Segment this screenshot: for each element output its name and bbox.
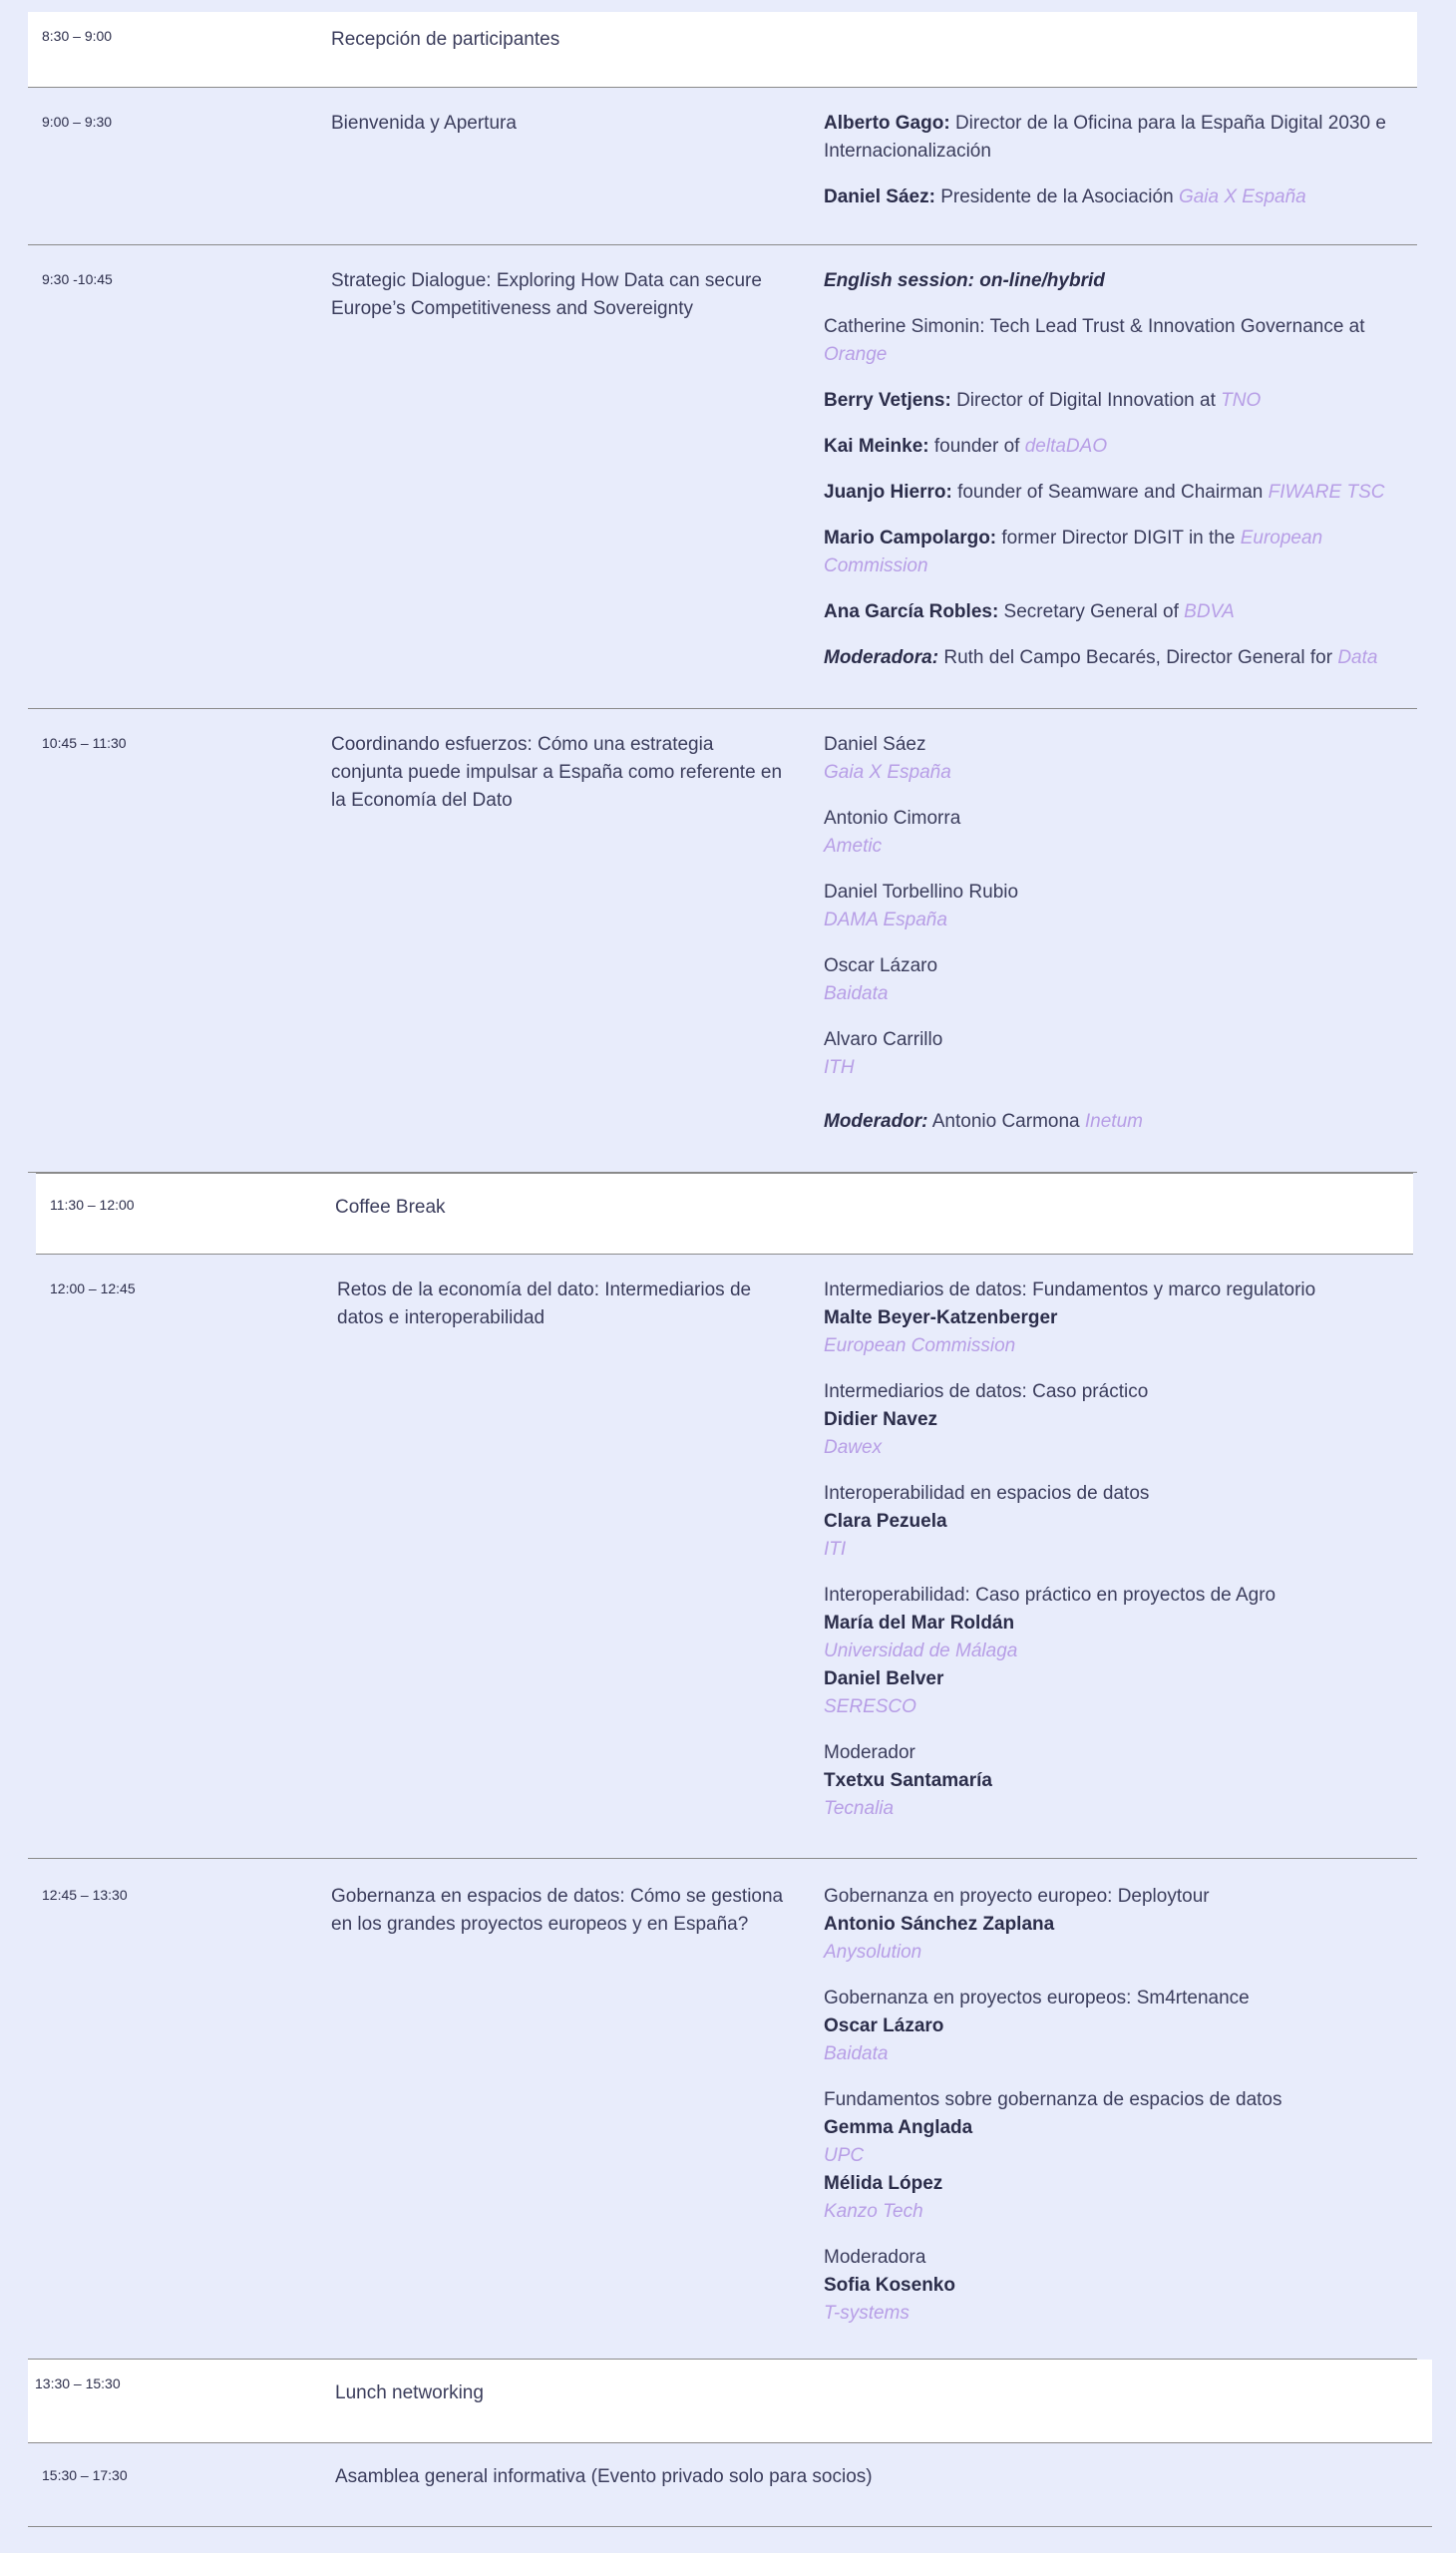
session-time: 10:45 – 11:30	[42, 735, 127, 751]
session-title: Lunch networking	[335, 2382, 484, 2403]
talk-entry	[824, 1883, 1407, 1967]
talk-entry	[824, 1480, 1407, 1564]
speaker-list	[824, 110, 1407, 211]
organization-link[interactable]: Gaia X España	[1178, 186, 1306, 207]
session-time: 9:00 – 9:30	[42, 114, 113, 130]
session-title: Coordinando esfuerzos: Cómo una estrategia conjunta puede impulsar a España como referente en la Economía del Dato	[331, 734, 783, 811]
speaker-name: Mélida López	[824, 2173, 943, 2194]
speaker-entry	[824, 313, 1407, 369]
speaker-name: Daniel Sáez	[824, 734, 926, 755]
agenda-row	[28, 1859, 1417, 2360]
organization-link[interactable]: Universidad de Málaga	[824, 1641, 1018, 1661]
speaker-name: Daniel Sáez:	[824, 186, 935, 207]
agenda-row	[28, 2360, 1432, 2443]
talk-topic: Interoperabilidad en espacios de datos	[824, 1483, 1150, 1504]
speaker-name: María del Mar Roldán	[824, 1613, 1015, 1634]
speaker-entry	[824, 1026, 1407, 1082]
organization-link[interactable]: FIWARE TSC	[1268, 482, 1385, 503]
speaker-role: Catherine Simonin: Tech Lead Trust & Innovation Governance at	[824, 316, 1365, 337]
moderator-label: Moderadora:	[824, 647, 939, 668]
talk-topic: Interoperabilidad: Caso práctico en proyectos de Agro	[824, 1585, 1276, 1606]
moderator-entry	[824, 1108, 1407, 1136]
speaker-name: Oscar Lázaro	[824, 955, 938, 976]
speaker-name: Kai Meinke:	[824, 436, 929, 457]
agenda-row	[36, 1173, 1413, 1255]
organization-link[interactable]: T-systems	[824, 2303, 910, 2324]
speaker-entry	[824, 525, 1407, 580]
session-time: 12:00 – 12:45	[50, 1280, 136, 1296]
talk-entry	[824, 2086, 1407, 2226]
moderator-role: Antonio Carmona	[927, 1111, 1085, 1132]
organization-link[interactable]: ITI	[824, 1539, 847, 1560]
speaker-list	[824, 267, 1407, 672]
speaker-entry	[824, 183, 1407, 211]
speaker-name: Gemma Anglada	[824, 2117, 973, 2138]
talk-topic: Intermediarios de datos: Caso práctico	[824, 1381, 1149, 1402]
talk-topic: Moderadora	[824, 2247, 926, 2268]
speaker-entry	[824, 805, 1407, 861]
session-title: Recepción de participantes	[331, 29, 560, 50]
speaker-name: Ana García Robles:	[824, 601, 999, 622]
agenda-row	[28, 2443, 1432, 2527]
speaker-entry	[824, 952, 1407, 1008]
agenda-row	[28, 709, 1417, 1173]
speaker-name: Antonio Cimorra	[824, 808, 961, 829]
speaker-name: Alberto Gago:	[824, 113, 950, 134]
speaker-entry	[824, 479, 1407, 507]
speaker-name: Juanjo Hierro:	[824, 482, 952, 503]
speaker-list	[824, 1276, 1407, 1823]
moderator-entry	[824, 644, 1407, 672]
speaker-role: Director of Digital Innovation at	[950, 390, 1222, 411]
organization-link[interactable]: Gaia X España	[824, 762, 951, 783]
organization-link[interactable]: Tecnalia	[824, 1798, 895, 1819]
speaker-role: Presidente de la Asociación	[934, 186, 1179, 207]
speaker-role: Secretary General of	[998, 601, 1185, 622]
organization-link[interactable]: Baidata	[824, 2043, 889, 2064]
speaker-name: Oscar Lázaro	[824, 2015, 944, 2036]
organization-link[interactable]: Anysolution	[824, 1942, 922, 1963]
organization-link[interactable]: SERESCO	[824, 1696, 916, 1717]
organization-link[interactable]: DAMA España	[824, 910, 947, 930]
talk-topic: Gobernanza en proyectos europeos: Sm4rtenance	[824, 1988, 1250, 2008]
organization-link[interactable]: Baidata	[824, 983, 889, 1004]
speaker-name: Clara Pezuela	[824, 1511, 947, 1532]
speaker-name: Sofia Kosenko	[824, 2275, 955, 2296]
session-title: Asamblea general informativa (Evento privado solo para socios)	[335, 2466, 873, 2487]
agenda-row	[28, 12, 1417, 88]
talk-topic: Gobernanza en proyecto europeo: Deploytour	[824, 1886, 1210, 1907]
talk-entry	[824, 1276, 1407, 1360]
talk-entry	[824, 1739, 1407, 1823]
speaker-entry	[824, 110, 1407, 166]
talk-entry	[824, 1378, 1407, 1462]
talk-entry	[824, 1985, 1407, 2068]
talk-entry	[824, 1582, 1407, 1721]
speaker-entry	[824, 387, 1407, 415]
agenda-row	[28, 1255, 1417, 1859]
speaker-name: Alvaro Carrillo	[824, 1029, 943, 1050]
organization-link[interactable]: European Commission	[824, 528, 1323, 576]
session-time: 13:30 – 15:30	[35, 2375, 121, 2391]
speaker-role: Director de la Oficina para la España Digital 2030 e Internacionalización	[824, 113, 1386, 162]
session-note: English session: on-line/hybrid	[824, 270, 1105, 291]
speaker-name: Daniel Belver	[824, 1668, 944, 1689]
speaker-entry	[824, 598, 1407, 626]
speaker-name: Berry Vetjens:	[824, 390, 951, 411]
speaker-name: Didier Navez	[824, 1409, 938, 1430]
organization-link[interactable]: Orange	[824, 344, 888, 365]
moderator-role: Ruth del Campo Becarés, Director General for	[938, 647, 1338, 668]
session-time: 9:30 -10:45	[42, 271, 113, 287]
speaker-name: Antonio Sánchez Zaplana	[824, 1914, 1055, 1935]
organization-link[interactable]: TNO	[1221, 390, 1262, 411]
agenda-row	[28, 88, 1417, 245]
session-title: Coffee Break	[335, 1197, 446, 1218]
talk-topic: Intermediarios de datos: Fundamentos y marco regulatorio	[824, 1279, 1316, 1300]
speaker-role: former Director DIGIT in the	[996, 528, 1241, 548]
speaker-list	[824, 731, 1407, 1136]
session-time: 11:30 – 12:00	[50, 1197, 135, 1213]
session-time: 8:30 – 9:00	[42, 28, 113, 44]
organization-link[interactable]: Data	[1337, 647, 1378, 668]
organization-link[interactable]: ITH	[824, 1057, 855, 1078]
speaker-name: Mario Campolargo:	[824, 528, 997, 548]
agenda-row	[28, 245, 1417, 709]
speaker-name: Malte Beyer-Katzenberger	[824, 1307, 1058, 1328]
organization-link[interactable]: BDVA	[1184, 601, 1235, 622]
organization-link[interactable]: Kanzo Tech	[824, 2201, 923, 2222]
moderator-label: Moderador:	[824, 1111, 928, 1132]
organization-link[interactable]: deltaDAO	[1024, 436, 1108, 457]
speaker-entry	[824, 731, 1407, 787]
speaker-entry	[824, 433, 1407, 461]
session-title: Gobernanza en espacios de datos: Cómo se gestiona en los grandes proyectos europeos y en España?	[331, 1886, 784, 1935]
session-time: 12:45 – 13:30	[42, 1887, 128, 1903]
speaker-name: Txetxu Santamaría	[824, 1770, 992, 1791]
session-title: Retos de la economía del dato: Intermediarios de datos e interoperabilidad	[337, 1279, 752, 1328]
speaker-role: founder of	[928, 436, 1025, 457]
talk-entry	[824, 2244, 1407, 2328]
session-title: Bienvenida y Apertura	[331, 113, 517, 134]
talk-topic: Fundamentos sobre gobernanza de espacios de datos	[824, 2089, 1282, 2110]
speaker-entry	[824, 879, 1407, 934]
session-title: Strategic Dialogue: Exploring How Data can secure Europe’s Competitiveness and Sovereignty	[331, 270, 762, 319]
organization-link[interactable]: Ametic	[824, 836, 883, 857]
organization-link[interactable]: European Commission	[824, 1335, 1016, 1356]
speaker-name: Daniel Torbellino Rubio	[824, 882, 1019, 903]
organization-link[interactable]: Dawex	[824, 1437, 883, 1458]
talk-topic: Moderador	[824, 1742, 915, 1763]
speaker-role: founder of Seamware and Chairman	[951, 482, 1269, 503]
session-time: 15:30 – 17:30	[42, 2467, 128, 2483]
organization-link[interactable]: UPC	[824, 2145, 865, 2166]
organization-link[interactable]: Inetum	[1084, 1111, 1143, 1132]
speaker-list	[824, 1883, 1407, 2328]
